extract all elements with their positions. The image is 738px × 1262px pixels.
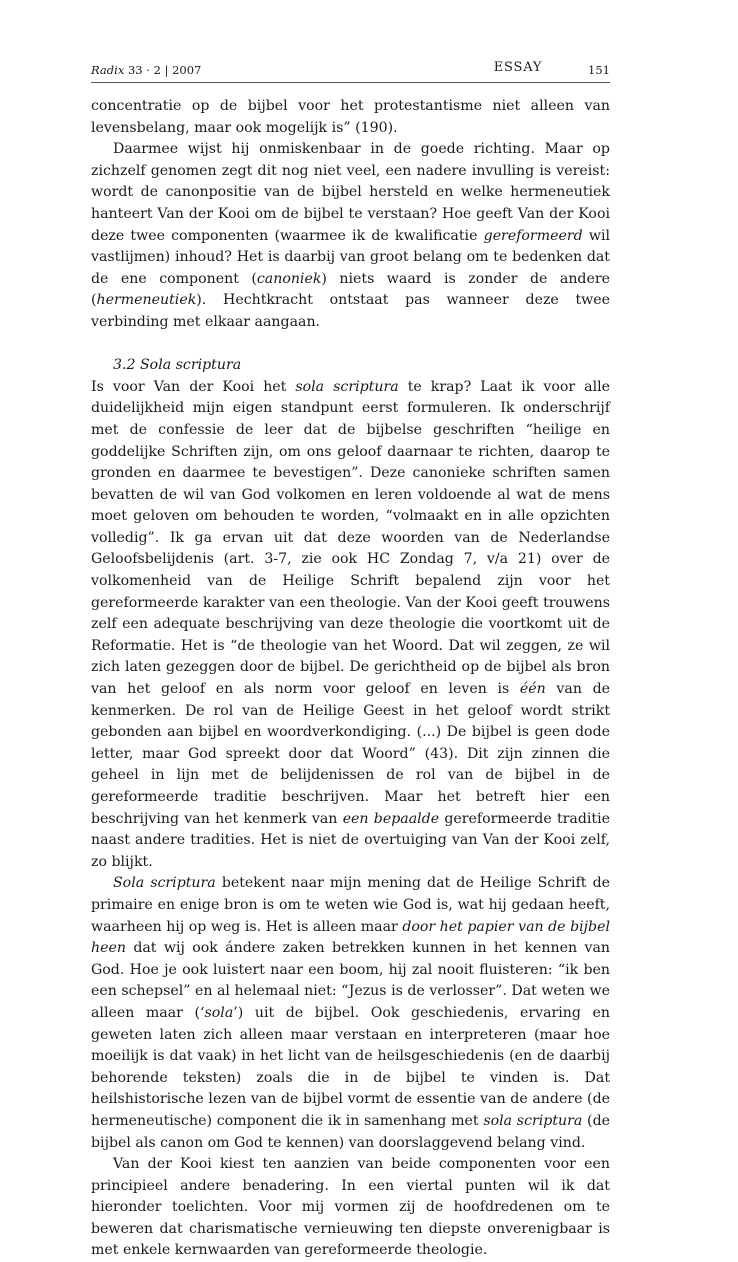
- text-run: Is voor Van der Kooi het: [91, 378, 296, 395]
- section-label: ESSAY: [493, 60, 543, 75]
- emphasis: één: [519, 681, 546, 698]
- emphasis: sola scriptura: [483, 1112, 583, 1129]
- emphasis: sola: [204, 1004, 234, 1021]
- page-number: 151: [588, 63, 610, 77]
- journal-citation: [91, 63, 201, 77]
- text-run: wil vastlijmen) inhoud? Het is daarbij van groot belang om te bedenken dat de ene component (: [91, 227, 610, 287]
- emphasis: Sola scriptura: [113, 875, 216, 892]
- text-run: Daarmee wijst hij onmiskenbaar in de goede richting. Maar op zichzelf genomen zegt dit nog niet veel, een nadere invulling is vereist: wordt de canonpositie van de bijbel hersteld en welke hermeneutiek hanteert Van der Kooi om de bijbel te verstaan? Hoe geeft Van der Kooi deze twee componenten (waarmee ik de kwalificatie: [91, 141, 610, 244]
- paragraph-5-text: Van der Kooi kiest ten aanzien van beide componenten voor een principieel andere benadering. In een viertal punten wil ik dat hieronder toelichten. Voor mij vormen zij de hoofdredenen om te beweren dat charismatische vernieuwing ten diepste onverenigbaar is met enkele kernwaarden van gereformeerde theologie.: [91, 1156, 610, 1259]
- paragraph-4: [91, 873, 610, 1154]
- paragraph-1: [91, 96, 610, 139]
- emphasis: een bepaalde: [342, 810, 440, 827]
- emphasis: gereformeerd: [483, 227, 583, 244]
- section-title: Sola scriptura: [140, 357, 242, 374]
- paragraph-3: [91, 377, 610, 874]
- section-heading: [91, 355, 610, 377]
- text-run: (de bijbel als canon om God te kennen) van doorslaggevend belang vind.: [91, 1112, 610, 1151]
- text-run: dat wij ook ándere zaken betrekken kunnen in het kennen van God. Hoe je ook luistert naar een boom, hij zal nooit fluisteren: “ik ben een schepsel” en al helemaal niet: “Jezus is de verlosser”. Dat weten we alleen maar (‘: [91, 940, 610, 1021]
- article-body: [91, 96, 610, 1262]
- journal-issue: 33 · 2 | 2007: [127, 63, 202, 77]
- text-run: van de kenmerken. De rol van de Heilige Geest in het geloof wordt strikt gebonden aan bijbel en woordverkondiging. (...) De bijbel is geen dode letter, maar God spreekt door dat Woord” (43). Dit zijn zinnen die geheel in lijn met de belijdenissen de rol van de bijbel in de gereformeerde traditie beschrijven. Maar het betreft hier een beschrijving van het kenmerk van: [91, 681, 610, 827]
- emphasis: sola scriptura: [295, 378, 399, 395]
- text-run: ’) uit de bijbel. Ook geschiedenis, ervaring en geweten laten zich alleen maar verstaan en interpreteren (maar hoe moeilijk is dat vaak) in het licht van de heilsgeschiedenis (en de daarbij behorende teksten) zoals die in de bijbel te vinden is. Dat heilshistorische lezen van de bijbel vormt de essentie van de andere (de hermeneutische) component die ik in samenhang met: [91, 1004, 611, 1129]
- paragraph-2: [91, 139, 610, 333]
- journal-name: Radix: [91, 63, 125, 77]
- emphasis: door het papier van de bijbel heen: [91, 918, 610, 957]
- text-run: ) niets waard is zonder de andere (: [91, 270, 610, 309]
- text-run: ). Hechtkracht ontstaat pas wanneer deze twee verbinding met elkaar aangaan.: [91, 292, 610, 330]
- text-run: gereformeerde traditie naast andere tradities. Het is niet de overtuiging van Van der Kooi zelf, zo blijkt.: [91, 810, 610, 870]
- paragraph-5: [91, 1154, 610, 1262]
- section-number: 3.2: [113, 357, 136, 374]
- emphasis: hermeneutiek: [96, 292, 197, 309]
- running-head: [91, 60, 610, 83]
- paragraph-1-text: concentratie op de bijbel voor het protestantisme niet alleen van levensbelang, maar ook mogelijk is” (190).: [91, 98, 610, 136]
- emphasis: canoniek: [256, 270, 322, 287]
- text-run: betekent naar mijn mening dat de Heilige Schrift de primaire en enige bron is om te weten wie God is, wat hij gedaan heeft, waarheen hij op weg is. Het is alleen maar: [91, 875, 610, 935]
- text-run: te krap? Laat ik voor alle duidelijkheid mijn eigen standpunt eerst formuleren. Ik onderschrijf met de confessie de leer dat de bijbelse geschriften “heilige en goddelijke Schriften zijn, om ons geloof daarnaar te richten, daarop te gronden en daarmee te bevestigen”. Deze canonieke schriften samen bevatten de wil van God volkomen en leren voldoende al wat de mens moet geloven om behouden te worden, “volmaakt en in alle opzichten volledig”. Ik ga ervan uit dat deze woorden van de Nederlandse Geloofsbelijdenis (art. 3-7, zie ook HC Zondag 7, v/a 21) over de volkomenheid van de Heilige Schrift bepalend zijn voor het gereformeerde karakter van een theologie. Van der Kooi geeft trouwens zelf een adequate beschrijving van deze theologie die voortkomt uit de Reformatie. Het is “de theologie van het Woord. Dat wil zeggen, ze wil zich laten gezeggen door de bijbel. De gerichtheid op de bijbel als bron van het geloof en als norm voor geloof en leven is: [91, 378, 610, 698]
- section-spacer: [91, 334, 610, 356]
